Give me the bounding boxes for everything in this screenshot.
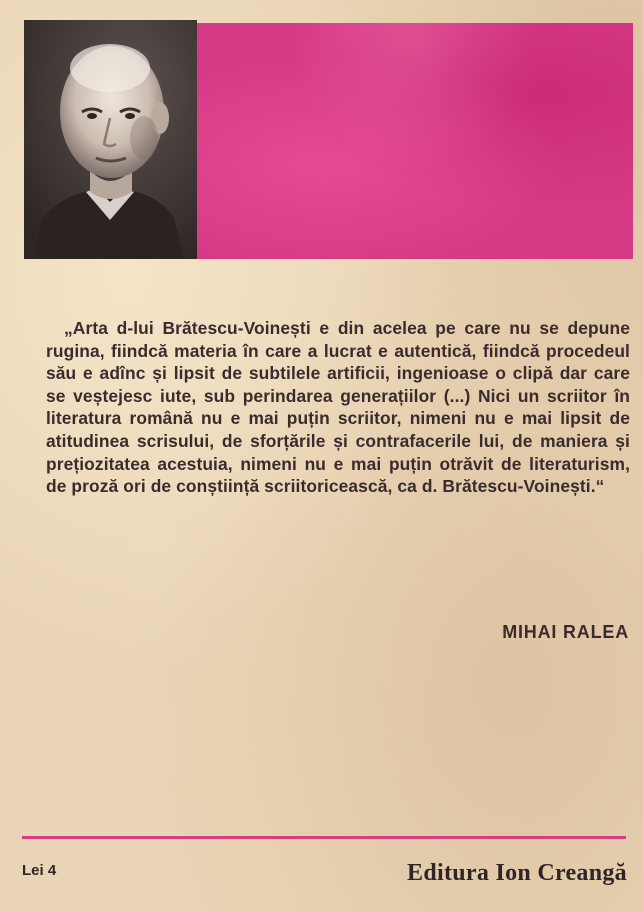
quote-author: MIHAI RALEA (502, 622, 629, 642)
price-label: Lei 4 (22, 862, 57, 879)
footer-divider (22, 836, 626, 839)
publisher-name: Editura Ion Creangă (407, 860, 627, 886)
author-portrait (24, 20, 197, 259)
portrait-photo-icon (24, 20, 197, 259)
critic-quote: „Arta d-lui Brătescu-Voinești e din acelea pe care nu se depune rugina, fiindcă materia în care a lucrat e autentică, fiindcă procedeul său e adînc și lipsit de subtilele artificii, ingenioase o clipă dar care se veștejesc iute, sub perindarea generațiilor (...) Nici un scriitor în literatura română nu e mai puțin scriitor, nimeni nu e mai lipsit de atitudinea scrisului, de sforțările și contrafacerile lui, de maniera și prețiozitatea acestuia, nimeni nu e mai puțin otrăvit de literaturism, de proză ori de conștiință scriitoricească, ca d. Brătescu-Voinești.“ (46, 318, 630, 497)
decorative-color-panel (197, 23, 633, 259)
